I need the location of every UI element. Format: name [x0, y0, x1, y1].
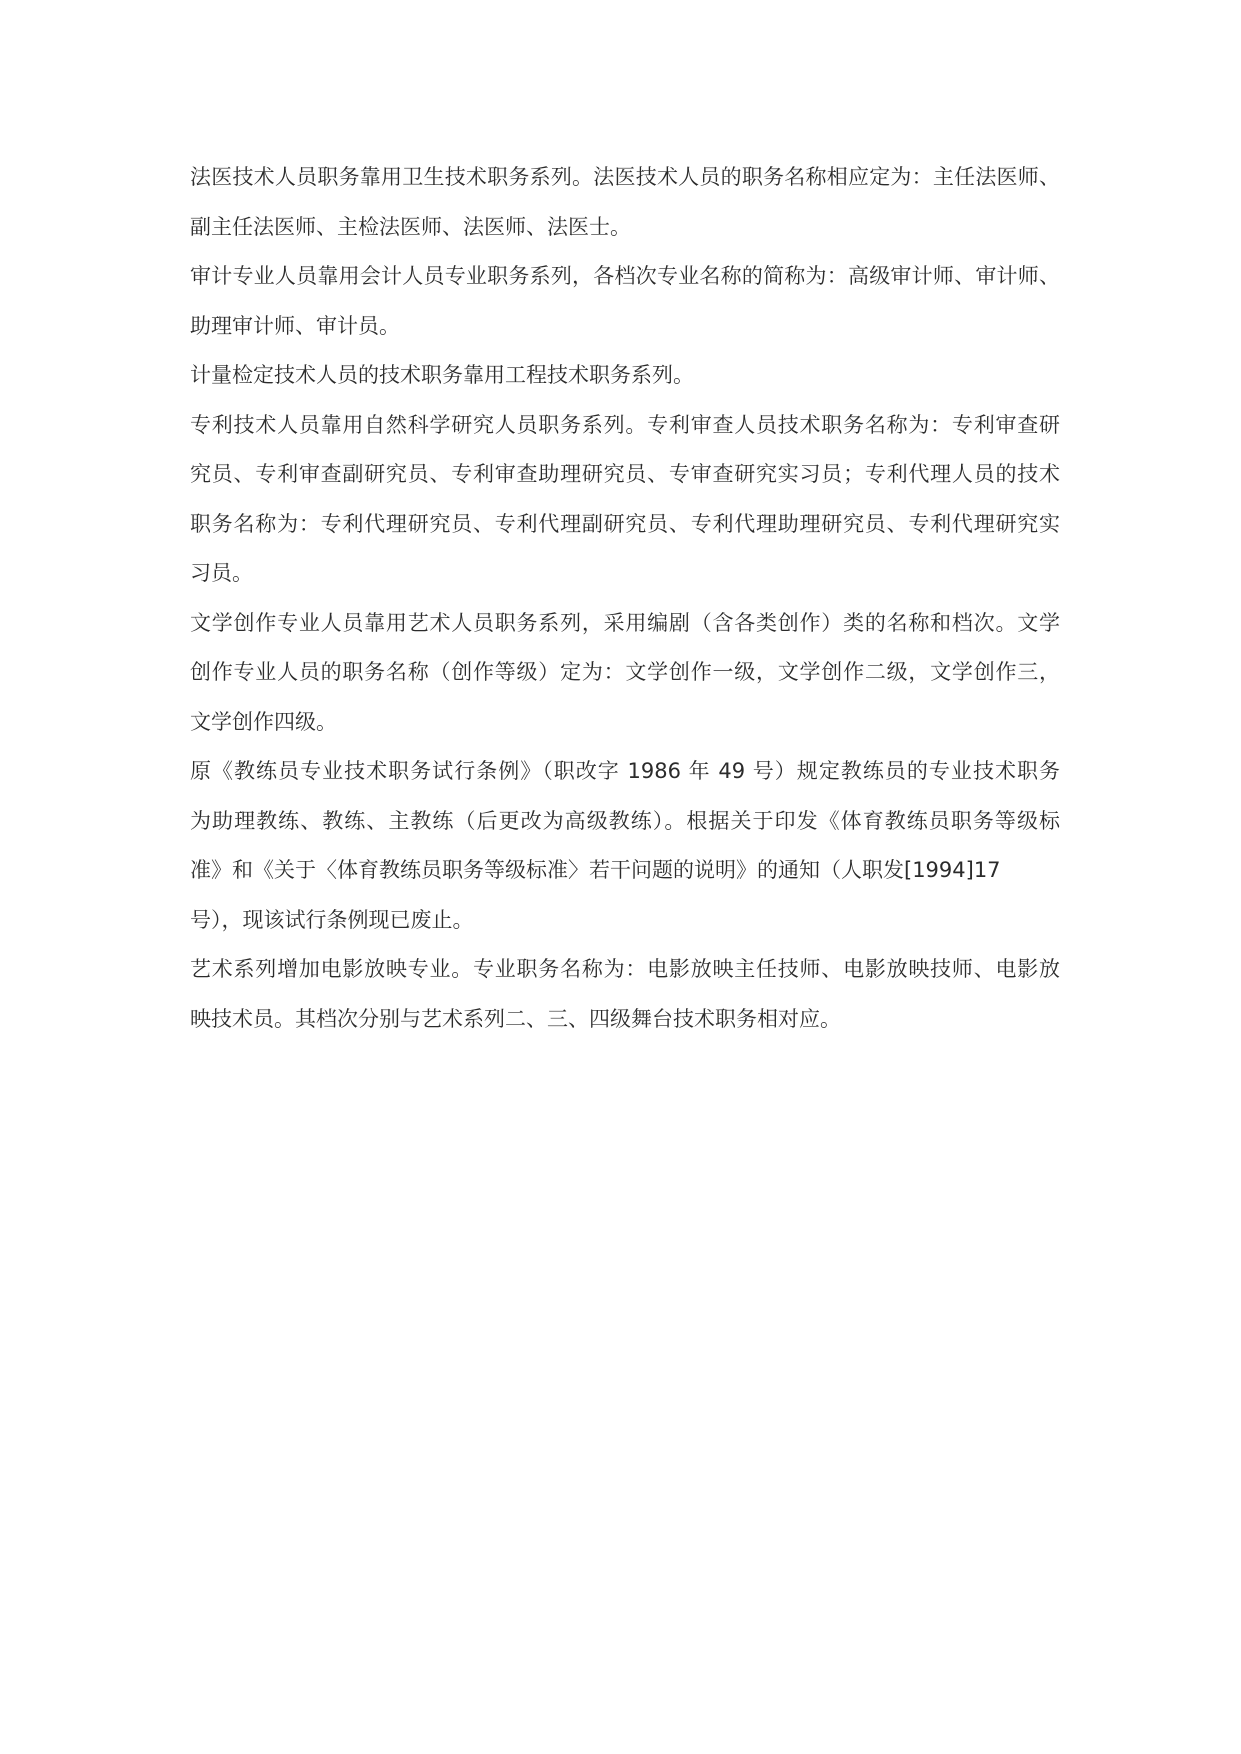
text-line: 映技术员。其档次分别与艺术系列二、三、四级舞台技术职务相对应。: [190, 1006, 841, 1031]
text-line: 究员、专利审查副研究员、专利审查助理研究员、专审查研究实习员；专利代理人员的技术: [190, 462, 1060, 486]
text-line: 为助理教练、教练、主教练（后更改为高级教练）。根据关于印发《体育教练员职务等级标: [190, 808, 1060, 833]
text-line: 号），现该试行条例现已废止。: [190, 907, 474, 932]
text-line: 准》和《关于〈体育教练员职务等级标准〉若干问题的说明》的通知（人职发[1994]17: [190, 858, 1001, 882]
document-body: [190, 153, 1060, 1044]
text-line: 文学创作四级。: [190, 709, 337, 734]
text-line: 计量检定技术人员的技术职务靠用工程技术职务系列。: [190, 363, 694, 387]
text-line: 原《教练员专业技术职务试行条例》（职改字 1986 年 49 号）规定教练员的专业技术职务: [190, 759, 1060, 783]
text-line: 创作专业人员的职务名称（创作等级）定为：文学创作一级，文学创作二级，文学创作三，: [190, 660, 1060, 684]
text-line: 助理审计师、审计员。: [190, 313, 400, 338]
text-line: 法医技术人员职务靠用卫生技术职务系列。法医技术人员的职务名称相应定为：主任法医师、: [190, 165, 1060, 189]
text-line: 职务名称为：专利代理研究员、专利代理副研究员、专利代理助理研究员、专利代理研究实: [190, 511, 1060, 536]
text-line: 艺术系列增加电影放映专业。专业职务名称为：电影放映主任技师、电影放映技师、电影放: [190, 957, 1060, 981]
text-line: 副主任法医师、主检法医师、法医师、法医士。: [190, 214, 631, 239]
text-line: 习员。: [190, 561, 253, 585]
text-line: 专利技术人员靠用自然科学研究人员职务系列。专利审查人员技术职务名称为：专利审查研: [190, 412, 1060, 437]
text-line: 文学创作专业人员靠用艺术人员职务系列，采用编剧（含各类创作）类的名称和档次。文学: [190, 610, 1060, 635]
text-line: 审计专业人员靠用会计人员专业职务系列，各档次专业名称的简称为：高级审计师、审计师、: [190, 264, 1060, 288]
